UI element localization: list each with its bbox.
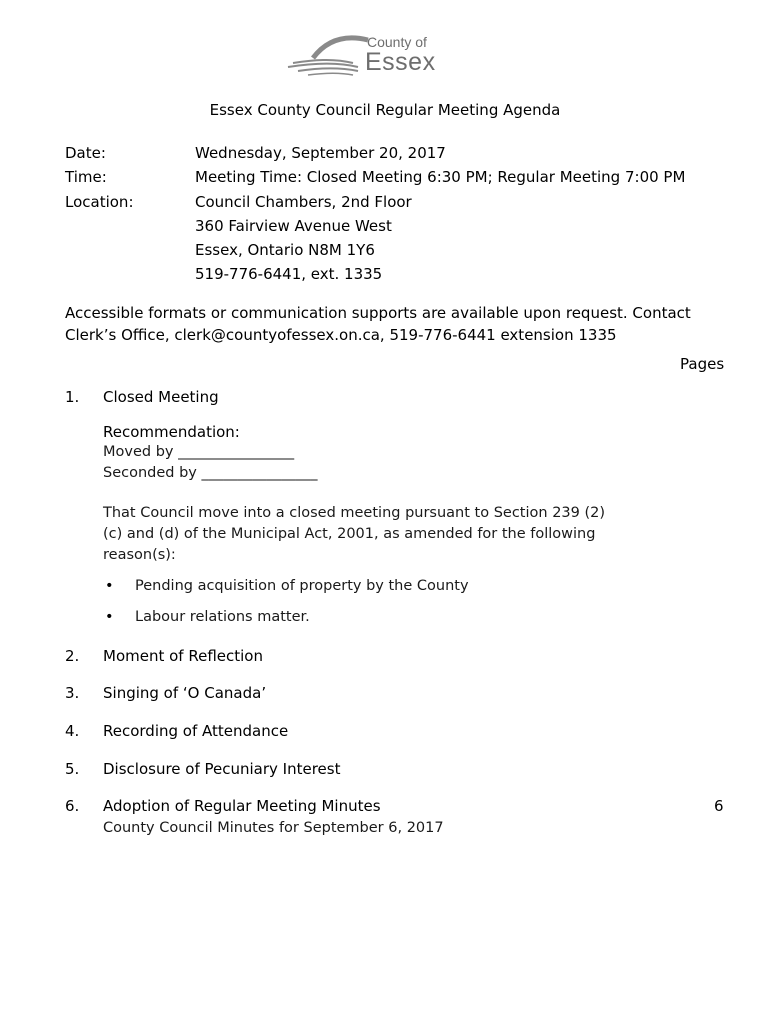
item-number: 4. (65, 722, 80, 740)
body-line: reason(s): (103, 547, 176, 563)
item-title: Adoption of Regular Meeting Minutes (103, 797, 381, 815)
item-number: 5. (65, 760, 80, 778)
item-title: Moment of Reflection (103, 647, 263, 665)
item-subtext: County Council Minutes for September 6, 2017 (103, 820, 444, 836)
moved-by-line: Moved by ________________ (103, 444, 295, 460)
item-number: 3. (65, 684, 80, 702)
seconded-by-line: Seconded by ________________ (103, 465, 318, 481)
bullet-text: Pending acquisition of property by the County (135, 578, 469, 594)
date-label: Date: (65, 144, 106, 162)
body-line: (c) and (d) of the Municipal Act, 2001, as amended for the following (103, 526, 596, 542)
address-line: 519-776-6441, ext. 1335 (195, 265, 383, 283)
item-number: 6. (65, 797, 80, 815)
body-line: That Council move into a closed meeting pursuant to Section 239 (2) (103, 505, 606, 521)
bullet-text: Labour relations matter. (135, 609, 310, 625)
item-title: Disclosure of Pecuniary Interest (103, 760, 341, 778)
location-value: Council Chambers, 2nd Floor (195, 193, 412, 211)
address-line: 360 Fairview Avenue West (195, 217, 392, 235)
accessibility-notice (65, 302, 745, 346)
pages-header: Pages (680, 355, 725, 373)
logo-line2: Essex (365, 48, 436, 76)
item-number: 2. (65, 647, 80, 665)
county-of-essex-logo (283, 30, 443, 80)
page-title: Essex County Council Regular Meeting Agenda (209, 101, 561, 119)
closed-meeting-text (103, 503, 663, 566)
time-value: Meeting Time: Closed Meeting 6:30 PM; Regular Meeting 7:00 PM (195, 168, 686, 186)
date-value: Wednesday, September 20, 2017 (195, 144, 446, 162)
address-line: Essex, Ontario N8M 1Y6 (195, 241, 375, 259)
recommendation-heading: Recommendation: (103, 423, 240, 441)
item-page-number: 6 (714, 797, 724, 815)
accessibility-line: Clerk’s Office, clerk@countyofessex.on.ca, 519-776-6441 extension 1335 (65, 326, 617, 344)
time-label: Time: (65, 168, 107, 186)
item-title: Singing of ‘O Canada’ (103, 684, 267, 702)
item-number: 1. (65, 388, 80, 406)
item-title: Closed Meeting (103, 388, 219, 406)
accessibility-line: Accessible formats or communication supports are available upon request. Contact (65, 304, 691, 322)
logo-line1: County of (367, 34, 427, 50)
location-label: Location: (65, 193, 134, 211)
item-title: Recording of Attendance (103, 722, 289, 740)
bullet-icon: • (105, 578, 114, 594)
bullet-icon: • (105, 609, 114, 625)
